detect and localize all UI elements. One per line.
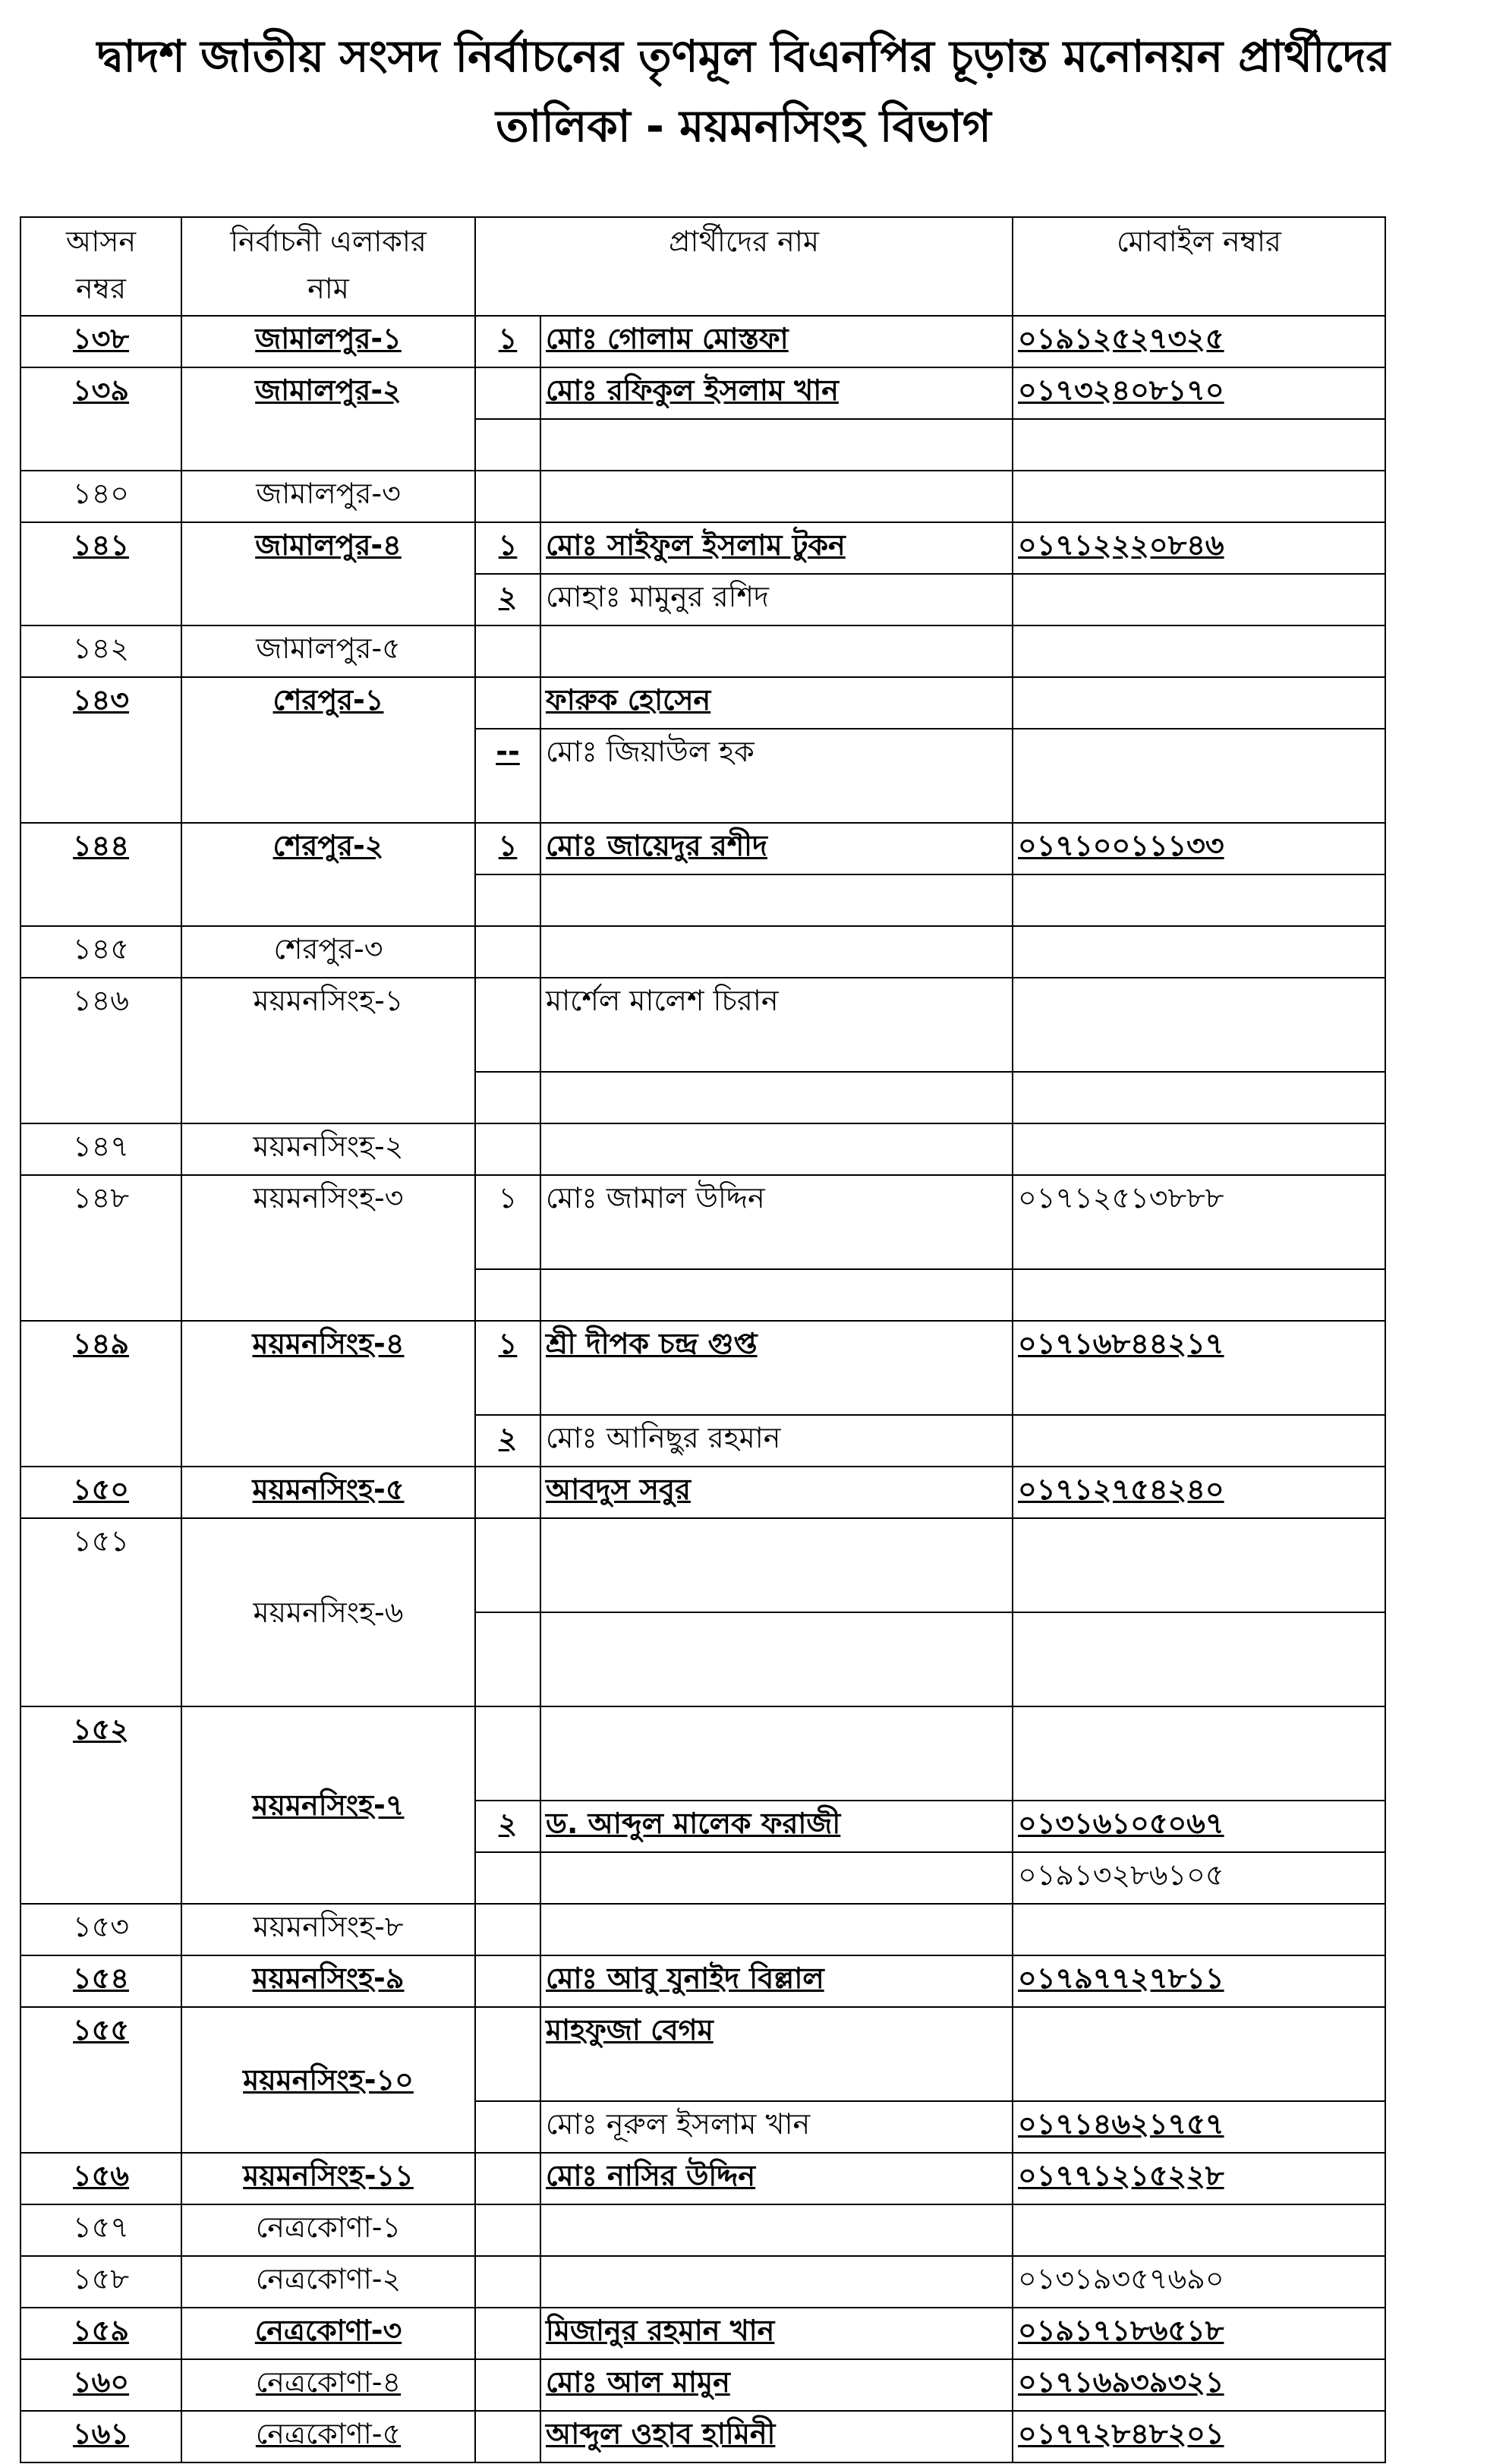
mobile-number: ০১৯১২৫২৭৩২৫ xyxy=(1013,316,1385,367)
candidate-name: মোঃ জিয়াউল হক xyxy=(540,729,1013,823)
mobile-number: ০১৭৯৭৭২৭৮১১ xyxy=(1013,1955,1385,2007)
mobile-number xyxy=(1013,1415,1385,1467)
mobile-number xyxy=(1013,926,1385,978)
constituency-name: ময়মনসিংহ-৭ xyxy=(181,1706,475,1904)
candidate-serial xyxy=(475,978,540,1072)
candidate-serial xyxy=(475,2153,540,2204)
candidate-name: মোঃ আবু যুনাইদ বিল্লাল xyxy=(540,1955,1013,2007)
candidate-name: ফারুক হোসেন xyxy=(540,677,1013,729)
table-row xyxy=(20,1518,1385,1612)
constituency-name: জামালপুর-৩ xyxy=(181,471,475,522)
constituency-name: ময়মনসিংহ-১১ xyxy=(181,2153,475,2204)
candidate-serial xyxy=(475,2007,540,2101)
candidate-name xyxy=(540,926,1013,978)
candidate-name: মোঃ জায়েদুর রশীদ xyxy=(540,823,1013,874)
constituency-name: ময়মনসিংহ-৪ xyxy=(181,1321,475,1467)
seat-number: ১৫৭ xyxy=(20,2204,181,2256)
candidate-name xyxy=(540,1123,1013,1175)
mobile-number xyxy=(1013,1518,1385,1612)
candidate-name xyxy=(540,2204,1013,2256)
constituency-name: শেরপুর-১ xyxy=(181,677,475,823)
mobile-number: ০১৭৩২৪০৮১৭০ xyxy=(1013,367,1385,419)
table-row xyxy=(20,1904,1385,1955)
seat-number: ১৫৩ xyxy=(20,1904,181,1955)
candidate-serial xyxy=(475,677,540,729)
constituency-name: শেরপুর-৩ xyxy=(181,926,475,978)
candidate-name: মোঃ সাইফুল ইসলাম টুকন xyxy=(540,522,1013,574)
mobile-number xyxy=(1013,978,1385,1072)
seat-number: ১৪১ xyxy=(20,522,181,625)
candidate-serial xyxy=(475,2101,540,2153)
mobile-number xyxy=(1013,419,1385,471)
mobile-number: ০১৭১৪৬২১৭৫৭ xyxy=(1013,2101,1385,2153)
table-row xyxy=(20,926,1385,978)
mobile-number xyxy=(1013,1706,1385,1801)
candidate-name xyxy=(540,1269,1013,1321)
table-row xyxy=(20,522,1385,574)
seat-number: ১৫৬ xyxy=(20,2153,181,2204)
mobile-number: ০১৯১৭১৮৬৫১৮ xyxy=(1013,2308,1385,2359)
candidate-name xyxy=(540,1904,1013,1955)
mobile-number xyxy=(1013,1612,1385,1706)
table-row xyxy=(20,2204,1385,2256)
seat-number: ১৪৩ xyxy=(20,677,181,823)
candidate-name xyxy=(540,1072,1013,1123)
candidate-serial xyxy=(475,1904,540,1955)
constituency-name: জামালপুর-১ xyxy=(181,316,475,367)
candidate-name xyxy=(540,1518,1013,1612)
candidate-serial xyxy=(475,2204,540,2256)
candidate-name: শ্রী দীপক চন্দ্র গুপ্ত xyxy=(540,1321,1013,1415)
table-row xyxy=(20,1175,1385,1269)
table-row xyxy=(20,1706,1385,1801)
mobile-number: ০১৭১২৭৫৪২৪০ xyxy=(1013,1467,1385,1518)
candidate-serial xyxy=(475,926,540,978)
table-row xyxy=(20,471,1385,522)
candidate-serial: ১ xyxy=(475,316,540,367)
candidate-serial xyxy=(475,1467,540,1518)
seat-number: ১৪৪ xyxy=(20,823,181,926)
candidate-serial: ২ xyxy=(475,1415,540,1467)
seat-number: ১৫৯ xyxy=(20,2308,181,2359)
table-row xyxy=(20,1955,1385,2007)
candidate-serial xyxy=(475,471,540,522)
candidate-name: মাহফুজা বেগম xyxy=(540,2007,1013,2101)
candidate-serial xyxy=(475,2359,540,2411)
mobile-number: ০১৭১২২২০৮৪৬ xyxy=(1013,522,1385,574)
seat-number: ১৩৮ xyxy=(20,316,181,367)
table-row xyxy=(20,316,1385,367)
candidate-serial xyxy=(475,419,540,471)
candidate-name xyxy=(540,625,1013,677)
candidate-serial xyxy=(475,2411,540,2462)
constituency-name: ময়মনসিংহ-৮ xyxy=(181,1904,475,1955)
candidate-name: ড. আব্দুল মালেক ফরাজী xyxy=(540,1801,1013,1852)
candidate-serial xyxy=(475,1852,540,1904)
candidate-name: আবদুস সবুর xyxy=(540,1467,1013,1518)
candidate-name: মোঃ আনিছুর রহমান xyxy=(540,1415,1013,1467)
candidate-serial: -- xyxy=(475,729,540,823)
mobile-number: ০১৩১৯৩৫৭৬৯০ xyxy=(1013,2256,1385,2308)
constituency-name: নেত্রকোণা-২ xyxy=(181,2256,475,2308)
table-row xyxy=(20,978,1385,1072)
seat-number: ১৫০ xyxy=(20,1467,181,1518)
header-candidates: প্রার্থীদের নাম xyxy=(475,217,1013,316)
candidate-serial xyxy=(475,1706,540,1801)
mobile-number: ০১৭৭২৮৪৮২০১ xyxy=(1013,2411,1385,2462)
candidate-table xyxy=(20,216,1386,2463)
seat-number: ১৫১ xyxy=(20,1518,181,1706)
candidate-serial xyxy=(475,625,540,677)
candidate-name: মোহাঃ মামুনুর রশিদ xyxy=(540,574,1013,625)
candidate-name: মোঃ গোলাম মোস্তফা xyxy=(540,316,1013,367)
seat-number: ১৫৮ xyxy=(20,2256,181,2308)
seat-number: ১৪৫ xyxy=(20,926,181,978)
table-row xyxy=(20,625,1385,677)
seat-number: ১৫৫ xyxy=(20,2007,181,2153)
candidate-name: মোঃ জামাল উদ্দিন xyxy=(540,1175,1013,1269)
candidate-serial xyxy=(475,1612,540,1706)
candidate-name xyxy=(540,2256,1013,2308)
candidate-name xyxy=(540,419,1013,471)
candidate-serial xyxy=(475,2256,540,2308)
constituency-name: নেত্রকোণা-১ xyxy=(181,2204,475,2256)
constituency-name: ময়মনসিংহ-৯ xyxy=(181,1955,475,2007)
candidate-serial: ২ xyxy=(475,1801,540,1852)
seat-number: ১৩৯ xyxy=(20,367,181,471)
table-row xyxy=(20,367,1385,419)
constituency-name: ময়মনসিংহ-৩ xyxy=(181,1175,475,1321)
candidate-serial xyxy=(475,1269,540,1321)
header-mobile: মোবাইল নম্বার xyxy=(1013,217,1385,316)
table-row xyxy=(20,2256,1385,2308)
constituency-name: জামালপুর-২ xyxy=(181,367,475,471)
table-row xyxy=(20,1321,1385,1415)
table-header-row xyxy=(20,217,1385,316)
candidate-name xyxy=(540,1612,1013,1706)
table-body xyxy=(20,316,1385,2462)
candidate-name xyxy=(540,1852,1013,1904)
candidate-serial: ১ xyxy=(475,1321,540,1415)
table-row xyxy=(20,1467,1385,1518)
mobile-number xyxy=(1013,471,1385,522)
seat-number: ১৪৭ xyxy=(20,1123,181,1175)
seat-number: ১৫২ xyxy=(20,1706,181,1904)
mobile-number: ০১৭১০০১১১৩৩ xyxy=(1013,823,1385,874)
candidate-name: মোঃ নাসির উদ্দিন xyxy=(540,2153,1013,2204)
candidate-name: মার্শেল মালেশ চিরান xyxy=(540,978,1013,1072)
seat-number: ১৪০ xyxy=(20,471,181,522)
seat-number: ১৫৪ xyxy=(20,1955,181,2007)
candidate-serial: ১ xyxy=(475,823,540,874)
seat-number: ১৪২ xyxy=(20,625,181,677)
mobile-number xyxy=(1013,729,1385,823)
table-row xyxy=(20,2359,1385,2411)
table-row xyxy=(20,823,1385,874)
mobile-number: ০১৭১৬৯৩৯৩২১ xyxy=(1013,2359,1385,2411)
mobile-number: ০১৭১৬৮৪৪২১৭ xyxy=(1013,1321,1385,1415)
page-title xyxy=(0,21,1487,161)
constituency-name: নেত্রকোণা-৪ xyxy=(181,2359,475,2411)
mobile-number: ০১৯১৩২৮৬১০৫ xyxy=(1013,1852,1385,1904)
table-row xyxy=(20,2411,1385,2462)
constituency-name: ময়মনসিংহ-৬ xyxy=(181,1518,475,1706)
constituency-name: ময়মনসিংহ-২ xyxy=(181,1123,475,1175)
candidate-serial: ১ xyxy=(475,522,540,574)
candidate-name: মিজানুর রহমান খান xyxy=(540,2308,1013,2359)
mobile-number xyxy=(1013,1072,1385,1123)
candidate-name xyxy=(540,471,1013,522)
table-row xyxy=(20,1123,1385,1175)
table-row xyxy=(20,2308,1385,2359)
constituency-name: ময়মনসিংহ-১ xyxy=(181,978,475,1123)
candidate-serial: ২ xyxy=(475,574,540,625)
seat-number: ১৬০ xyxy=(20,2359,181,2411)
title-line-2: তালিকা - ময়মনসিংহ বিভাগ xyxy=(496,100,991,152)
constituency-name: শেরপুর-২ xyxy=(181,823,475,926)
table-row xyxy=(20,677,1385,729)
mobile-number xyxy=(1013,2007,1385,2101)
candidate-name: মোঃ নূরুল ইসলাম খান xyxy=(540,2101,1013,2153)
candidate-serial xyxy=(475,367,540,419)
candidate-name: মোঃ রফিকুল ইসলাম খান xyxy=(540,367,1013,419)
constituency-name: ময়মনসিংহ-৫ xyxy=(181,1467,475,1518)
candidate-serial xyxy=(475,1518,540,1612)
mobile-number: ০১৭৭১২১৫২২৮ xyxy=(1013,2153,1385,2204)
seat-number: ১৪৯ xyxy=(20,1321,181,1467)
mobile-number: ০১৭১২৫১৩৮৮৮ xyxy=(1013,1175,1385,1269)
constituency-name: নেত্রকোণা-৫ xyxy=(181,2411,475,2462)
candidate-serial: ১ xyxy=(475,1175,540,1269)
header-seat: আসন নম্বর xyxy=(20,217,181,316)
constituency-name: ময়মনসিংহ-১০ xyxy=(181,2007,475,2153)
title-line-1: দ্বাদশ জাতীয় সংসদ নির্বাচনের তৃণমূল বিএনপির চূড়ান্ত মনোনয়ন প্রার্থীদের xyxy=(96,30,1391,82)
candidate-serial xyxy=(475,1072,540,1123)
mobile-number: ০১৩১৬১০৫০৬৭ xyxy=(1013,1801,1385,1852)
candidate-name: আব্দুল ওহাব হামিনী xyxy=(540,2411,1013,2462)
seat-number: ১৬১ xyxy=(20,2411,181,2462)
mobile-number xyxy=(1013,1904,1385,1955)
candidate-serial xyxy=(475,874,540,926)
constituency-name: জামালপুর-৪ xyxy=(181,522,475,625)
candidate-serial xyxy=(475,1955,540,2007)
mobile-number xyxy=(1013,1123,1385,1175)
candidate-name: মোঃ আল মামুন xyxy=(540,2359,1013,2411)
seat-number: ১৪৬ xyxy=(20,978,181,1123)
constituency-name: জামালপুর-৫ xyxy=(181,625,475,677)
candidate-name xyxy=(540,874,1013,926)
mobile-number xyxy=(1013,1269,1385,1321)
mobile-number xyxy=(1013,874,1385,926)
mobile-number xyxy=(1013,625,1385,677)
header-area: নির্বাচনী এলাকার নাম xyxy=(181,217,475,316)
candidate-serial xyxy=(475,2308,540,2359)
candidate-serial xyxy=(475,1123,540,1175)
table-row xyxy=(20,2153,1385,2204)
mobile-number xyxy=(1013,574,1385,625)
mobile-number xyxy=(1013,2204,1385,2256)
candidate-name xyxy=(540,1706,1013,1801)
seat-number: ১৪৮ xyxy=(20,1175,181,1321)
constituency-name: নেত্রকোণা-৩ xyxy=(181,2308,475,2359)
mobile-number xyxy=(1013,677,1385,729)
table-row xyxy=(20,2007,1385,2101)
